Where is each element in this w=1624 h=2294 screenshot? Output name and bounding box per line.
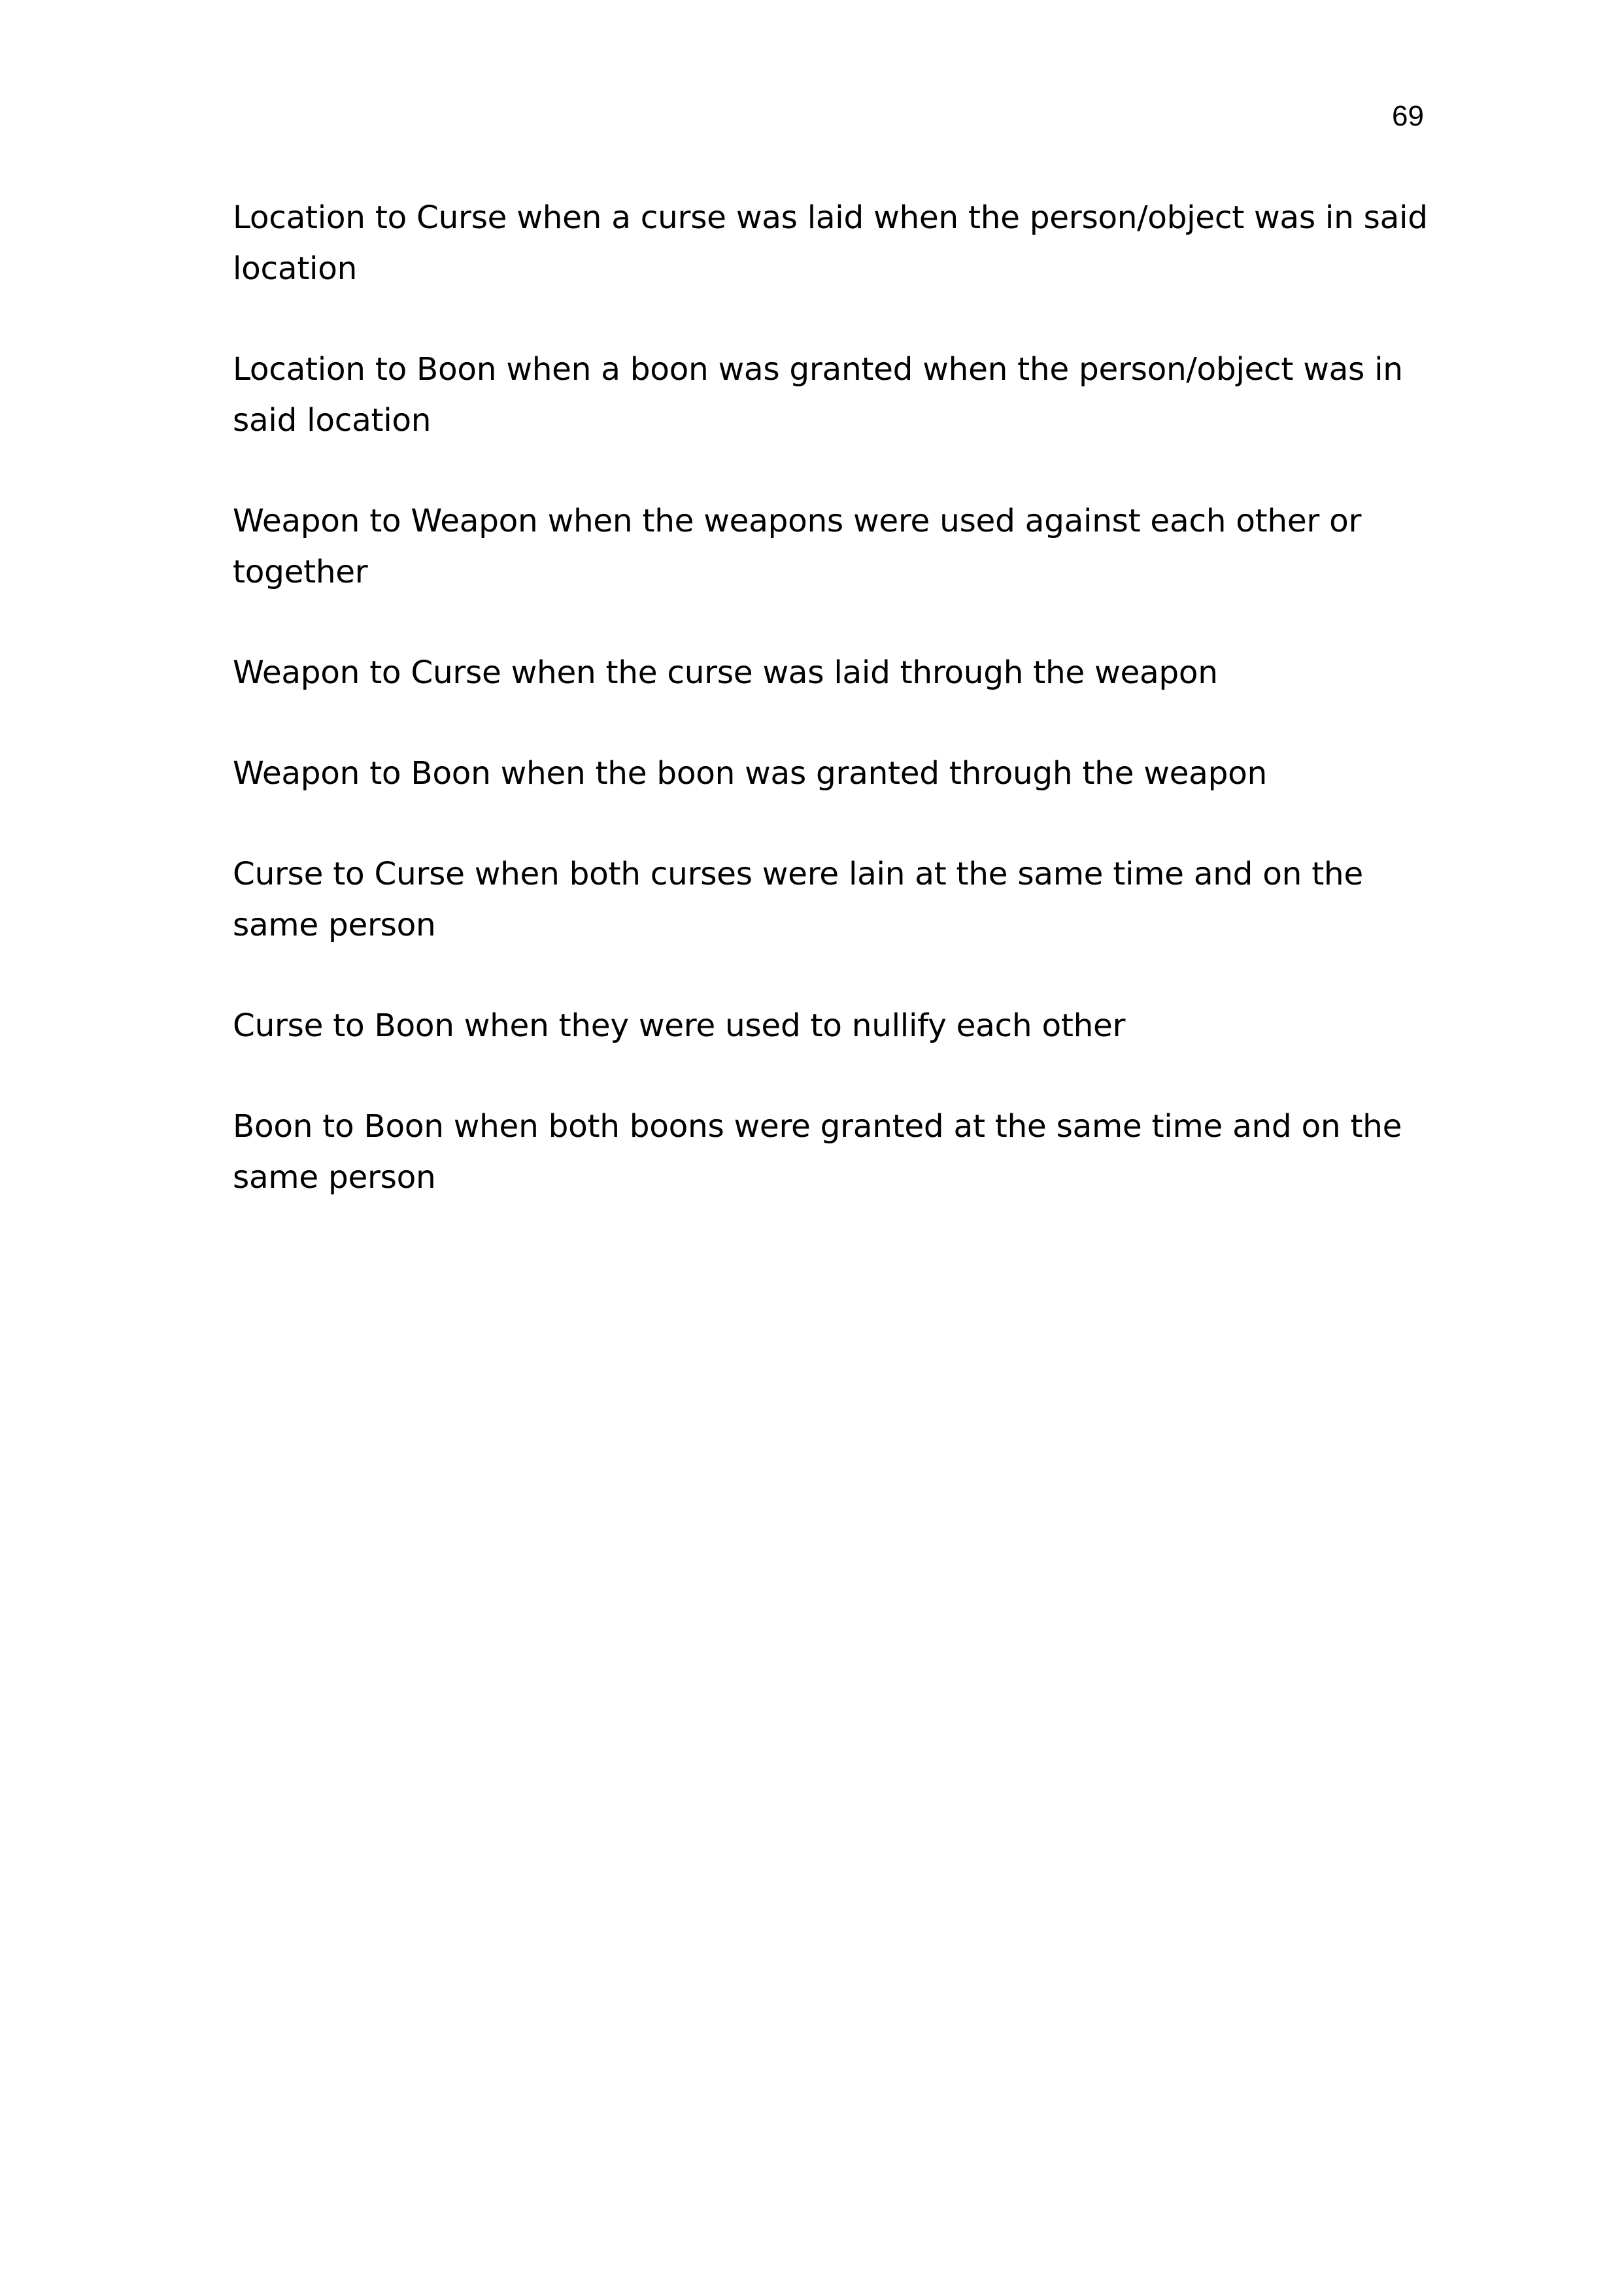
paragraph-weapon-to-curse: Weapon to Curse when the curse was laid through the weapon xyxy=(233,654,1218,691)
page-number: 69 xyxy=(1392,100,1424,132)
paragraph-weapon-to-weapon: Weapon to Weapon when the weapons were used against each other or together xyxy=(233,503,1362,590)
paragraph-location-to-boon: Location to Boon when a boon was granted when the person/object was in said location xyxy=(233,351,1403,439)
document-body xyxy=(233,192,1449,1253)
paragraph-boon-to-boon: Boon to Boon when both boons were granted at the same time and on the same person xyxy=(233,1108,1402,1196)
paragraph-location-to-curse: Location to Curse when a curse was laid when the person/object was in said location xyxy=(233,199,1428,287)
paragraph-curse-to-boon: Curse to Boon when they were used to nullify each other xyxy=(233,1007,1126,1044)
paragraph-curse-to-curse: Curse to Curse when both curses were lain at the same time and on the same person xyxy=(233,856,1363,943)
paragraph-weapon-to-boon: Weapon to Boon when the boon was granted through the weapon xyxy=(233,755,1267,792)
